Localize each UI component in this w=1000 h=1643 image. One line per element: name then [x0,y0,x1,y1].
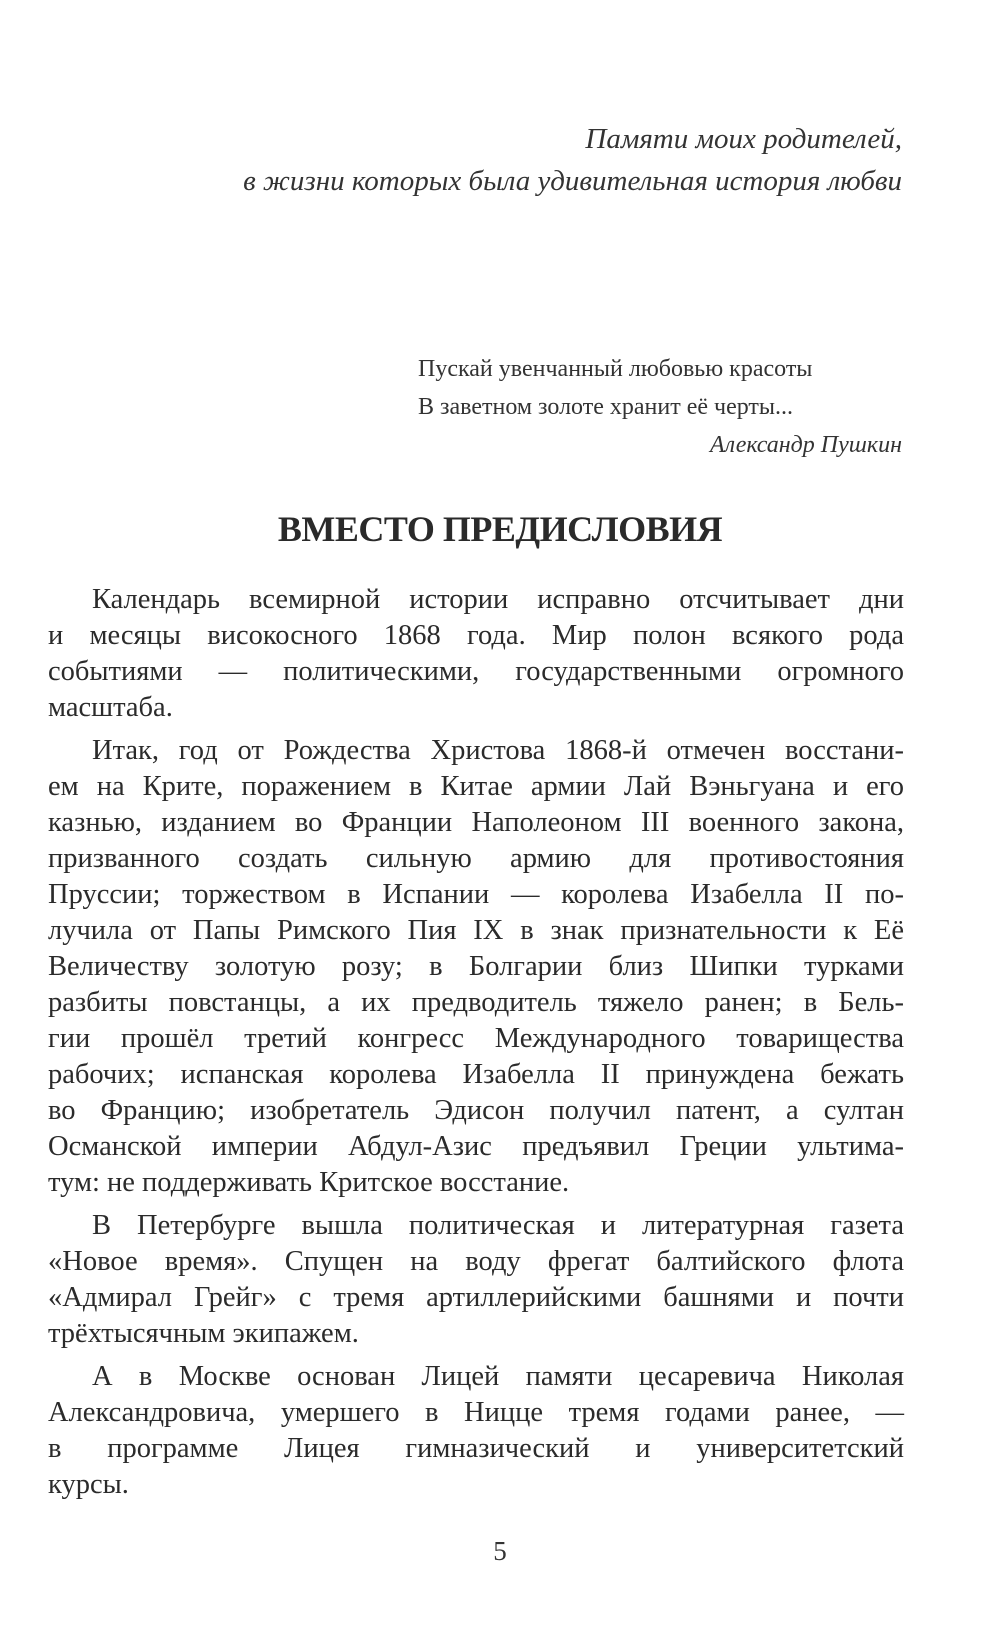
text-line: и месяцы високосного 1868 года. Мир полон всякого рода [48,620,904,651]
text-line: лучила от Папы Римского Пия IX в знак признательности к Её [48,915,904,946]
text-line: масштаба. [48,692,173,723]
text-line: во Францию; изобретатель Эдисон получил патент, а султан [48,1095,904,1126]
paragraph-1 [48,582,904,726]
epigraph-line-2: В заветном золоте хранит её черты... [418,394,794,420]
text-line: в программе Лицея гимназический и университетский [48,1433,904,1464]
text-line: рабочих; испанская королева Изабелла II принуждена бежать [48,1059,904,1090]
text-line: призванного создать сильную армию для противостояния [48,843,904,874]
page-number: 5 [493,1536,507,1566]
text-line: гии прошёл третий конгресс Международного товарищества [48,1023,904,1054]
dedication-line-1: Памяти моих родителей, [585,123,902,155]
text-line: Календарь всемирной истории исправно отсчитывает дни [92,584,904,615]
text-line: разбиты повстанцы, а их предводитель тяжело ранен; в Бель- [48,987,904,1018]
paragraph-4 [48,1359,904,1503]
text-line: Итак, год от Рождества Христова 1868-й отмечен восстани- [92,735,904,766]
text-line: Величеству золотую розу; в Болгарии близ Шипки турками [48,951,904,982]
text-line: Пруссии; торжеством в Испании — королева Изабелла II по- [48,879,904,910]
dedication [243,118,902,202]
chapter-title: ВМЕСТО ПРЕДИСЛОВИЯ [277,509,723,549]
paragraph-2 [48,733,904,1201]
text-line: казнью, изданием во Франции Наполеоном III военного закона, [48,807,904,838]
text-line: Александровича, умершего в Ницце тремя годами ранее, — [48,1397,904,1428]
text-line: тум: не поддерживать Критское восстание. [48,1167,570,1198]
text-line: В Петербурге вышла политическая и литературная газета [92,1210,904,1241]
text-line: «Новое время». Спущен на воду фрегат балтийского флота [48,1246,904,1277]
body-text [48,582,904,1510]
text-line: «Адмирал Грейг» с тремя артиллерийскими башнями и почти [48,1282,904,1313]
dedication-line-2: в жизни которых была удивительная история любви [243,165,902,197]
text-line: А в Москве основан Лицей памяти цесаревича Николая [92,1361,904,1392]
text-line: трёхтысячным экипажем. [48,1318,359,1349]
epigraph-line-1: Пускай увенчанный любовью красоты [418,356,813,382]
epigraph [418,350,902,464]
text-line: курсы. [48,1469,129,1500]
text-line: ем на Крите, поражением в Китае армии Лай Вэньгуана и его [48,771,904,802]
epigraph-author: Александр Пушкин [710,432,902,458]
text-line: событиями — политическими, государственными огромного [48,656,904,687]
text-line: Османской империи Абдул-Азис предъявил Греции ультима- [48,1131,904,1162]
paragraph-3 [48,1208,904,1352]
